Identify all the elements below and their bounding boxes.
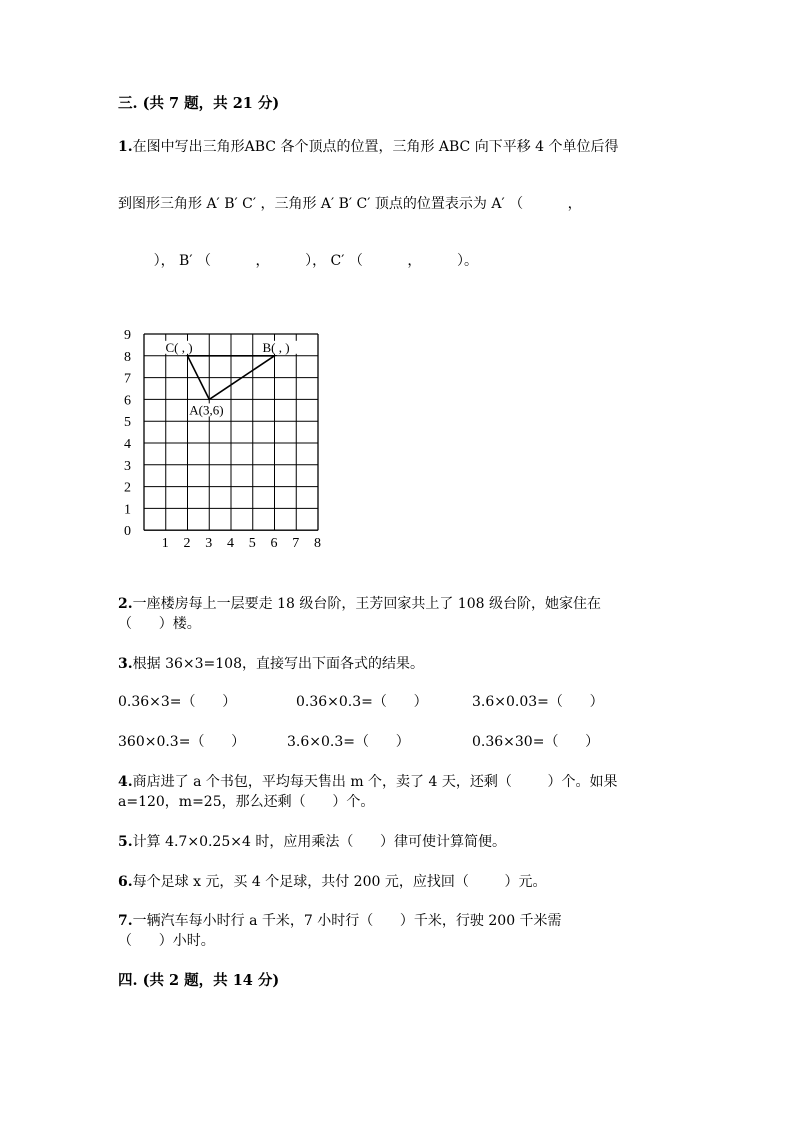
q4-text-1: 商店进了 a 个书包，平均每天售出 m 个，卖了 4 天，还剩（ ）个。如果 bbox=[132, 774, 618, 790]
q5-line-1 bbox=[118, 832, 506, 852]
q3-expr-1-1: 0.36×3=（ ） bbox=[118, 694, 237, 710]
q3-expr-2-3: 0.36×30=（ ） bbox=[472, 734, 600, 750]
section-4-heading: 四. (共 2 题，共 14 分) bbox=[118, 972, 280, 989]
x-tick-label: 5 bbox=[248, 536, 256, 552]
x-tick-label: 8 bbox=[314, 536, 321, 552]
x-tick-label: 7 bbox=[292, 536, 300, 552]
coordinate-grid-svg bbox=[118, 322, 328, 554]
q6-number: 6. bbox=[118, 874, 133, 890]
q1-number: 1. bbox=[118, 139, 133, 155]
y-tick-label: 8 bbox=[124, 349, 131, 365]
q1-line-2: 到图形三角形 A′ B′ C′ ，三角形 A′ B′ C′ 顶点的位置表示为 A′ （ ， bbox=[118, 196, 582, 212]
y-tick-label: 3 bbox=[124, 458, 131, 474]
x-tick-label: 3 bbox=[205, 536, 213, 552]
q6-text-1: 每个足球 x 元，买 4 个足球，共付 200 元，应找回（ ）元。 bbox=[132, 874, 547, 890]
coordinate-grid-figure bbox=[118, 322, 328, 554]
x-tick-label: 2 bbox=[183, 536, 191, 552]
vertex-label-b: B( , ) bbox=[262, 339, 290, 355]
y-tick-label: 2 bbox=[124, 480, 131, 496]
q3-expr-2-2: 3.6×0.3=（ ） bbox=[287, 734, 410, 750]
q5-text-1: 计算 4.7×0.25×4 时，应用乘法（ ）律可使计算简便。 bbox=[132, 834, 507, 850]
q7-number: 7. bbox=[118, 913, 133, 929]
q7-line-2: （ ）小时。 bbox=[118, 933, 215, 949]
q3-number: 3. bbox=[118, 656, 133, 672]
q2-line-1 bbox=[118, 594, 601, 614]
y-tick-label: 9 bbox=[124, 328, 131, 343]
q1-line-1 bbox=[118, 137, 619, 157]
q5-number: 5. bbox=[118, 834, 133, 850]
q3-expr-2-1: 360×0.3=（ ） bbox=[118, 734, 246, 750]
q3-line-1 bbox=[118, 654, 424, 674]
q6-line-1 bbox=[118, 872, 546, 892]
q4-number: 4. bbox=[118, 774, 133, 790]
vertex-label-a: A(3,6) bbox=[189, 402, 224, 418]
q7-line-1 bbox=[118, 911, 562, 931]
section-3-heading: 三. (共 7 题，共 21 分) bbox=[118, 95, 280, 112]
x-tick-label: 1 bbox=[161, 536, 169, 552]
q4-line-2: a=120，m=25，那么还剩（ ）个。 bbox=[118, 794, 375, 810]
y-tick-label: 4 bbox=[124, 437, 131, 452]
q2-line-2: （ ）楼。 bbox=[118, 616, 201, 632]
vertex-label-c: C( , ) bbox=[165, 339, 193, 355]
y-tick-label: 7 bbox=[124, 371, 131, 387]
y-tick-label: 5 bbox=[124, 415, 131, 431]
y-tick-label: 6 bbox=[124, 393, 131, 409]
q4-line-1 bbox=[118, 772, 617, 792]
q3-expr-1-2: 0.36×0.3=（ ） bbox=[296, 694, 428, 710]
q3-text-1: 根据 36×3=108，直接写出下面各式的结果。 bbox=[132, 656, 424, 672]
q2-number: 2. bbox=[118, 596, 133, 612]
y-tick-label: 1 bbox=[124, 502, 131, 518]
q7-text-1: 一辆汽车每小时行 a 千米，7 小时行（ ）千米，行驶 200 千米需 bbox=[132, 913, 562, 929]
q2-text-1: 一座楼房每上一层要走 18 级台阶，王芳回家共上了 108 级台阶，她家住在 bbox=[132, 596, 601, 612]
y-tick-label: 0 bbox=[124, 524, 131, 540]
q3-expr-1-3: 3.6×0.03=（ ） bbox=[472, 694, 604, 710]
q1-text-1: 在图中写出三角形ABC 各个顶点的位置，三角形 ABC 向下平移 4 个单位后得 bbox=[132, 139, 619, 155]
q1-line-3: ）， B′ （ ， ）， C′ （ ， ）。 bbox=[118, 253, 478, 269]
x-tick-label: 4 bbox=[227, 536, 234, 552]
x-tick-label: 6 bbox=[270, 536, 278, 552]
